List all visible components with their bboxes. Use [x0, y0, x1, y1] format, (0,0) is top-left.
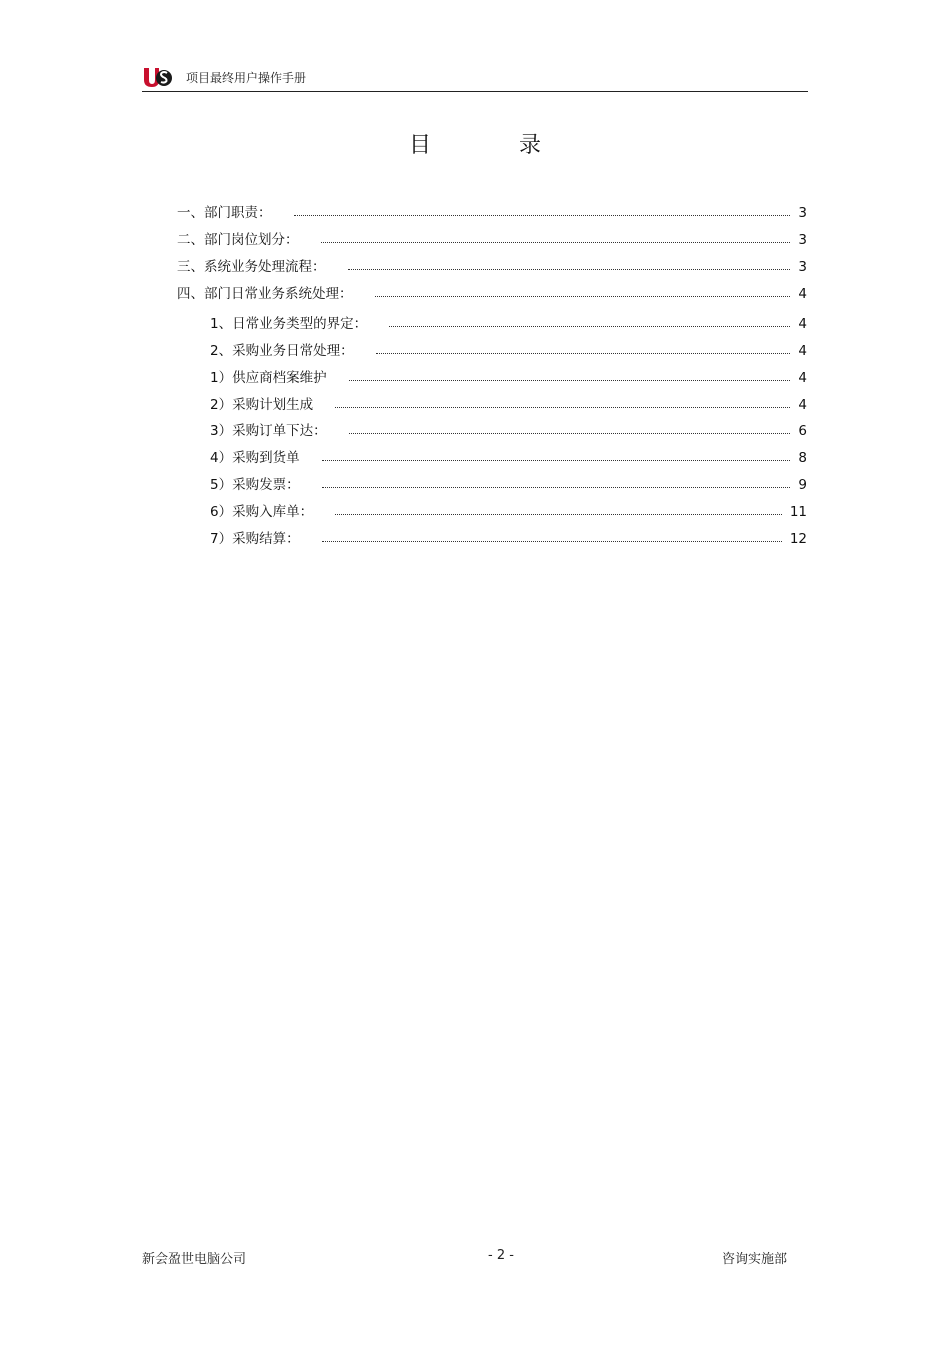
- footer-page-number: - 2 -: [488, 1248, 514, 1263]
- toc-leader-dots: [335, 407, 790, 408]
- toc-leader-dots: [349, 380, 791, 381]
- toc-heading: [0, 128, 950, 159]
- toc-entry-label: 3）采购订单下达：: [210, 423, 327, 439]
- toc-leader-dots: [349, 433, 791, 434]
- toc-entry-label: 2、采购业务日常处理：: [210, 343, 354, 359]
- toc-entry-page: 4: [798, 370, 807, 386]
- toc-entry-label: 4）采购到货单: [210, 450, 300, 466]
- toc-leader-dots: [322, 541, 782, 542]
- toc-leader-dots: [376, 353, 791, 354]
- toc-entry-page: 3: [798, 232, 807, 248]
- toc-leader-dots: [375, 296, 791, 297]
- toc-entry[interactable]: [210, 500, 807, 520]
- toc-entry[interactable]: [210, 527, 807, 547]
- toc-entry[interactable]: [177, 282, 807, 302]
- toc-entry-page: 3: [798, 259, 807, 275]
- toc-entry[interactable]: [210, 366, 807, 386]
- toc-entry-label: 7）采购结算：: [210, 531, 300, 547]
- toc-entry-label: 2）采购计划生成: [210, 397, 314, 413]
- header-divider: [142, 91, 808, 92]
- toc-entry-page: 4: [798, 343, 807, 359]
- toc-entry-label: 一、部门职责：: [177, 205, 272, 221]
- toc-entry[interactable]: [177, 228, 807, 248]
- toc-entry-page: 8: [798, 450, 807, 466]
- toc-entry-label: 1）供应商档案维护: [210, 370, 327, 386]
- toc-entry-label: 5）采购发票：: [210, 477, 300, 493]
- toc-entry[interactable]: [177, 255, 807, 275]
- footer-company: 新会盈世电脑公司: [142, 1252, 247, 1267]
- toc-entry[interactable]: [210, 312, 807, 332]
- toc-heading-part2: 录: [519, 133, 542, 158]
- toc-entry[interactable]: [210, 446, 807, 466]
- toc-entry-page: 9: [798, 477, 807, 493]
- page-header: [142, 64, 808, 92]
- toc-heading-part1: 目: [408, 133, 431, 158]
- footer-department: 咨询实施部: [722, 1252, 788, 1267]
- toc-leader-dots: [321, 242, 791, 243]
- toc-entry-label: 6）采购入库单：: [210, 504, 314, 520]
- toc-entry-page: 3: [798, 205, 807, 221]
- toc-leader-dots: [322, 460, 791, 461]
- toc-entry-label: 1、日常业务类型的界定：: [210, 316, 368, 332]
- toc-entry[interactable]: [177, 201, 807, 221]
- toc-leader-dots: [322, 487, 791, 488]
- toc-entry-label: 二、部门岗位划分：: [177, 232, 299, 248]
- toc-leader-dots: [294, 215, 791, 216]
- toc-leader-dots: [348, 269, 791, 270]
- toc-entry-page: 6: [798, 423, 807, 439]
- toc-entry[interactable]: [210, 419, 807, 439]
- toc-entry[interactable]: [210, 393, 807, 413]
- toc-entry-label: 三、系统业务处理流程：: [177, 259, 326, 275]
- toc-entry-page: 12: [789, 531, 807, 547]
- toc-entry-label: 四、部门日常业务系统处理：: [177, 286, 353, 302]
- toc-entry-page: 4: [798, 286, 807, 302]
- toc-entry-page: 4: [798, 397, 807, 413]
- toc-leader-dots: [335, 514, 782, 515]
- toc-leader-dots: [389, 326, 790, 327]
- document-title: 项目最终用户操作手册: [186, 71, 307, 85]
- toc-entry-page: 4: [798, 316, 807, 332]
- toc-entry-page: 11: [789, 504, 807, 520]
- toc-entry[interactable]: [210, 473, 807, 493]
- toc-entry[interactable]: [210, 339, 807, 359]
- company-logo: [142, 66, 172, 88]
